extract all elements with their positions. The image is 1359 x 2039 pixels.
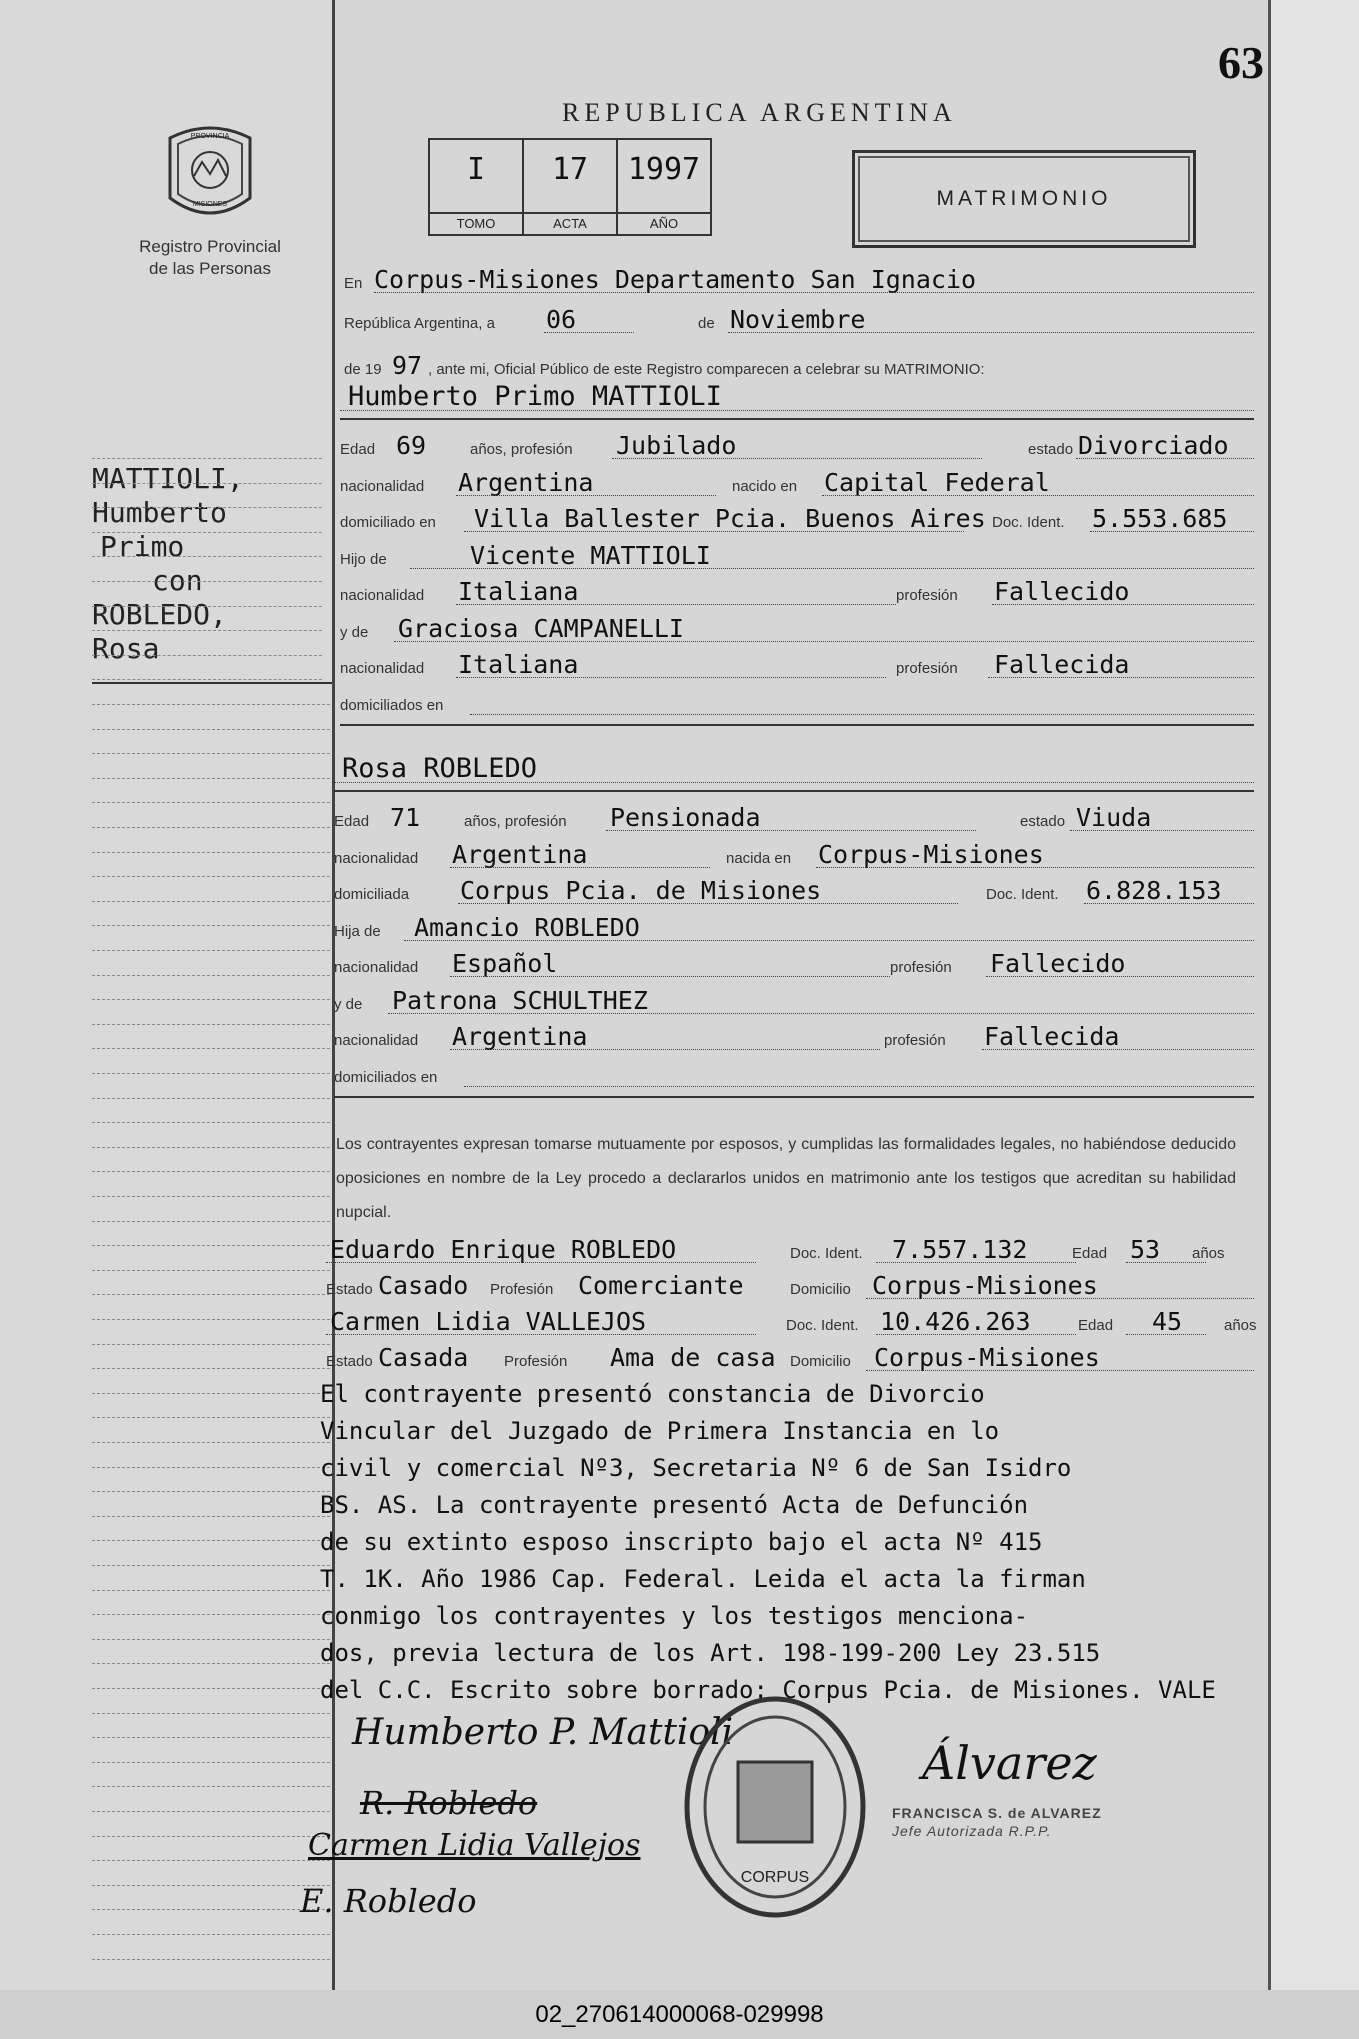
margin-ruling [92, 1122, 330, 1124]
witness-2-status: Casada [378, 1343, 469, 1372]
groom-signature: Humberto P. Mattioli [352, 1712, 734, 1753]
margin-ruling [92, 1344, 330, 1346]
margin-ruling [92, 1491, 330, 1493]
section-rule [340, 418, 1254, 420]
margin-ruling [92, 1048, 330, 1050]
record-type-box: MATRIMONIO [852, 150, 1196, 248]
tomo-cell: I TOMO [430, 140, 524, 234]
groom-nationality-row: nacionalidad Argentina nacido en Capital Federal [340, 465, 1254, 499]
margin-ruling [92, 1540, 330, 1542]
witness-1-profession: Comerciante [578, 1271, 744, 1300]
margin-ruling [92, 1442, 330, 1444]
margin-ruling [92, 1811, 330, 1813]
groom-mother-profession: Fallecida [994, 650, 1130, 679]
country-title: REPUBLICA ARGENTINA [562, 98, 957, 127]
margin-ruling [92, 950, 330, 952]
image-identifier: 02_270614000068-029998 [0, 1990, 1359, 2039]
section-rule [334, 1096, 1254, 1098]
witness-2-doc: 10.426.263 [880, 1307, 1031, 1336]
groom-name-row [340, 380, 1254, 414]
groom-name: Humberto Primo MATTIOLI [348, 381, 722, 412]
bride-profession: Pensionada [610, 803, 761, 832]
margin-ruling [92, 1417, 330, 1419]
groom-mother-nationality: Italiana [458, 650, 579, 679]
page-number: 63 [1218, 37, 1264, 88]
bride-age-row: Edad 71 años, profesión Pensionada estado Viuda [334, 800, 1254, 834]
bride-name-row [334, 752, 1254, 786]
margin-ruling [92, 802, 330, 804]
section-rule [340, 724, 1254, 726]
bride-mother-nationality: Argentina [452, 1022, 588, 1051]
bride-signature: R. Robledo [360, 1784, 538, 1822]
bride-nationality: Argentina [452, 839, 588, 869]
margin-ruling [92, 556, 322, 558]
groom-father-nationality: Italiana [458, 577, 579, 606]
margin-ruling [92, 753, 330, 755]
seal-label-bottom: MISIONES [192, 201, 228, 208]
groom-mother-row: y de Graciosa CAMPANELLI [340, 611, 1254, 645]
margin-ruling [92, 1786, 330, 1788]
margin-ruling [92, 1614, 330, 1616]
acta-cell: 17 ACTA [524, 140, 618, 234]
place-row: En Corpus-Misiones Departamento San Ignacio [344, 262, 1254, 296]
margin-ruling [92, 1368, 330, 1370]
declaration-paragraph: Los contrayentes expresan tomarse mutuamente por esposos, y cumplidas las formalidades legales, no habiéndose deducido oposiciones en nombre de la Ley procedo a declararlos unidos en matrimonio ante los testigos que acreditan su habilidad nupcial. [336, 1136, 1236, 1221]
margin-ruling [92, 1516, 330, 1518]
witness-1-status: Casado [378, 1271, 469, 1300]
groom-father: Vicente MATTIOLI [470, 540, 711, 570]
groom-status: Divorciado [1078, 431, 1229, 460]
bride-name: Rosa ROBLEDO [342, 753, 538, 784]
margin-ruling [92, 999, 330, 1001]
groom-domicile-row: domiciliado en Villa Ballester Pcia. Buenos Aires Doc. Ident. 5.553.685 [340, 501, 1254, 535]
margin-ruling [92, 1073, 330, 1075]
bride-domicile-row: domiciliada Corpus Pcia. de Misiones Doc. Ident. 6.828.153 [334, 873, 1254, 907]
groom-mother-nationality-row: nacionalidad Italiana profesión Fallecida [340, 647, 1254, 681]
margin-ruling [92, 1467, 330, 1469]
section-rule [334, 790, 1254, 792]
margin-ruling [92, 655, 322, 657]
margin-ruling [92, 1860, 330, 1862]
margin-ruling [92, 1959, 330, 1961]
bride-mother-row: y de Patrona SCHULTHEZ [334, 983, 1254, 1017]
groom-birthplace: Capital Federal [824, 467, 1050, 497]
bride-mother-nationality-row: nacionalidad Argentina profesión Fallecida [334, 1019, 1254, 1053]
groom-mother: Graciosa CAMPANELLI [398, 613, 684, 643]
margin-ruling [92, 852, 330, 854]
margin-ruling [92, 630, 322, 632]
witness-2-profession: Ama de casa [610, 1343, 776, 1372]
groom-age-row: Edad 69 años, profesión Jubilado estado Divorciado [340, 428, 1254, 462]
bride-father-profession: Fallecido [990, 949, 1126, 978]
margin-ruling [92, 1565, 330, 1567]
witness-signature-2: E. Robledo [300, 1882, 477, 1920]
witness-1-domicile: Corpus-Misiones [872, 1271, 1098, 1300]
margin-ruling [92, 1737, 330, 1739]
month-value: Noviembre [730, 305, 866, 334]
margin-column [0, 0, 332, 1990]
margin-ruling [92, 1663, 330, 1665]
margin-ruling [92, 1319, 330, 1321]
margin-ruling [92, 975, 330, 977]
witness-2-name: Carmen Lidia VALLEJOS [330, 1307, 647, 1336]
margin-ruling [92, 1147, 330, 1149]
margin-ruling [92, 704, 330, 706]
witness-2-age: 45 [1152, 1307, 1183, 1336]
margin-ruling [92, 925, 330, 927]
bride-father-nationality-row: nacionalidad Español profesión Fallecido [334, 946, 1254, 980]
margin-ruling [92, 483, 322, 485]
margin-ruling [92, 1836, 330, 1838]
margin-ruling [92, 1221, 330, 1223]
bride-domicile: Corpus Pcia. de Misiones [460, 876, 822, 905]
margin-ruling [92, 1885, 330, 1887]
margin-ruling [92, 1245, 330, 1247]
bride-father-nationality: Español [452, 949, 558, 978]
margin-ruling [92, 1098, 330, 1100]
page-edge-strip [1271, 0, 1359, 1990]
witness-2-detail-row: Estado Casada Profesión Ama de casa Domicilio Corpus-Misiones [326, 1340, 1254, 1374]
bride-doc: 6.828.153 [1086, 876, 1222, 905]
official-stamp-icon [680, 1692, 870, 1922]
observations: El contrayente presentó constancia de Divorcio Vincular del Juzgado de Primera Instancia en lo civil y comercial Nº3, Secretaria Nº 6 de San Isidro BS. AS. La contrayente presentó Acta de Defunción de su extinto esposo inscripto bajo el acta Nº 415 T. 1K. Año 1986 Cap. Federal. Leida el acta la firman conmigo los contrayentes y los testigos menciona- dos, previa lectura de los Art. 198-199-200 Ley 23.515 del C.C. Escrito sobre borrado: Corpus Pcia. de Misiones. VALE [320, 1380, 1216, 1704]
bride-nationality-row: nacionalidad Argentina nacida en Corpus-Misiones [334, 837, 1254, 871]
stamp-label: CORPUS [740, 1869, 810, 1886]
margin-note-rule [92, 682, 332, 684]
official-name: FRANCISCA S. de ALVAREZ Jefe Autorizada R.P.P. [892, 1805, 1102, 1839]
ano-cell: 1997 AÑO [618, 140, 710, 234]
witness-2-domicile: Corpus-Misiones [874, 1343, 1100, 1372]
witness-1-detail-row: Estado Casado Profesión Comerciante Domicilio Corpus-Misiones [326, 1268, 1254, 1302]
bride-father-row: Hija de Amancio ROBLEDO [334, 910, 1254, 944]
record-reference-box [428, 138, 712, 236]
margin-ruling [92, 507, 322, 509]
groom-father-profession: Fallecido [994, 577, 1130, 606]
groom-profession: Jubilado [616, 431, 737, 460]
margin-ruling [92, 532, 322, 534]
margin-ruling [92, 1024, 330, 1026]
witness-1-name: Eduardo Enrique ROBLEDO [330, 1235, 677, 1264]
bride-age: 71 [390, 803, 421, 832]
witness-1-doc: 7.557.132 [892, 1235, 1028, 1264]
margin-ruling [92, 1171, 330, 1173]
margin-ruling [92, 1196, 330, 1198]
margin-ruling [92, 901, 330, 903]
witness-signature-1: Carmen Lidia Vallejos [308, 1828, 641, 1863]
margin-ruling [92, 876, 330, 878]
margin-ruling [92, 1762, 330, 1764]
witness-1-age: 53 [1130, 1235, 1161, 1264]
year-row: de 19 97 , ante mi, Oficial Público de este Registro comparecen a celebrar su MATRIMONIO: [344, 351, 985, 380]
registry-name: Registro Provincial de las Personas [139, 237, 281, 278]
margin-ruling [92, 679, 322, 681]
margin-ruling [92, 581, 322, 583]
witness-1-row: Eduardo Enrique ROBLEDO Doc. Ident. 7.557.132 Edad 53 años [326, 1232, 1254, 1266]
bride-father: Amancio ROBLEDO [414, 912, 640, 942]
seal-label-top: PROVINCIA [190, 133, 230, 140]
bride-parents-domicile-row: domiciliados en [334, 1056, 1254, 1090]
margin-ruling [92, 458, 322, 460]
bride-mother-profession: Fallecida [984, 1022, 1120, 1051]
groom-age: 69 [396, 431, 427, 460]
groom-father-row: Hijo de Vicente MATTIOLI [340, 538, 1254, 572]
margin-ruling [92, 1934, 330, 1936]
year-value: 97 [392, 351, 423, 380]
date-row: República Argentina, a 06 de Noviembre [344, 302, 1254, 336]
margin-ruling [92, 1270, 330, 1272]
margin-ruling [92, 1393, 330, 1395]
groom-doc: 5.553.685 [1092, 504, 1228, 533]
place-value: Corpus-Misiones Departamento San Ignacio [374, 265, 977, 294]
margin-annotation: MATTIOLI, Humberto Primo con ROBLEDO, Rosa [92, 462, 244, 665]
margin-ruling [92, 1909, 330, 1911]
witness-2-row: Carmen Lidia VALLEJOS Doc. Ident. 10.426.263 Edad 45 años [326, 1304, 1254, 1338]
bride-status: Viuda [1076, 803, 1152, 832]
groom-domicile: Villa Ballester Pcia. Buenos Aires [474, 504, 986, 533]
bride-mother: Patrona SCHULTHEZ [392, 985, 648, 1015]
groom-parents-domicile-row: domiciliados en [340, 684, 1254, 718]
groom-nationality: Argentina [458, 467, 594, 497]
official-signature: Álvarez [922, 1736, 1097, 1790]
margin-ruling [92, 1590, 330, 1592]
margin-ruling [92, 1688, 330, 1690]
margin-ruling [92, 1639, 330, 1641]
margin-ruling [92, 827, 330, 829]
day-value: 06 [546, 305, 577, 334]
margin-ruling [92, 778, 330, 780]
bride-birthplace: Corpus-Misiones [818, 839, 1044, 869]
provincial-seal-icon [162, 118, 258, 228]
margin-ruling [92, 729, 330, 731]
margin-ruling [92, 1713, 330, 1715]
margin-ruling [92, 1294, 330, 1296]
groom-father-nationality-row: nacionalidad Italiana profesión Fallecido [340, 574, 1254, 608]
margin-ruling [92, 606, 322, 608]
